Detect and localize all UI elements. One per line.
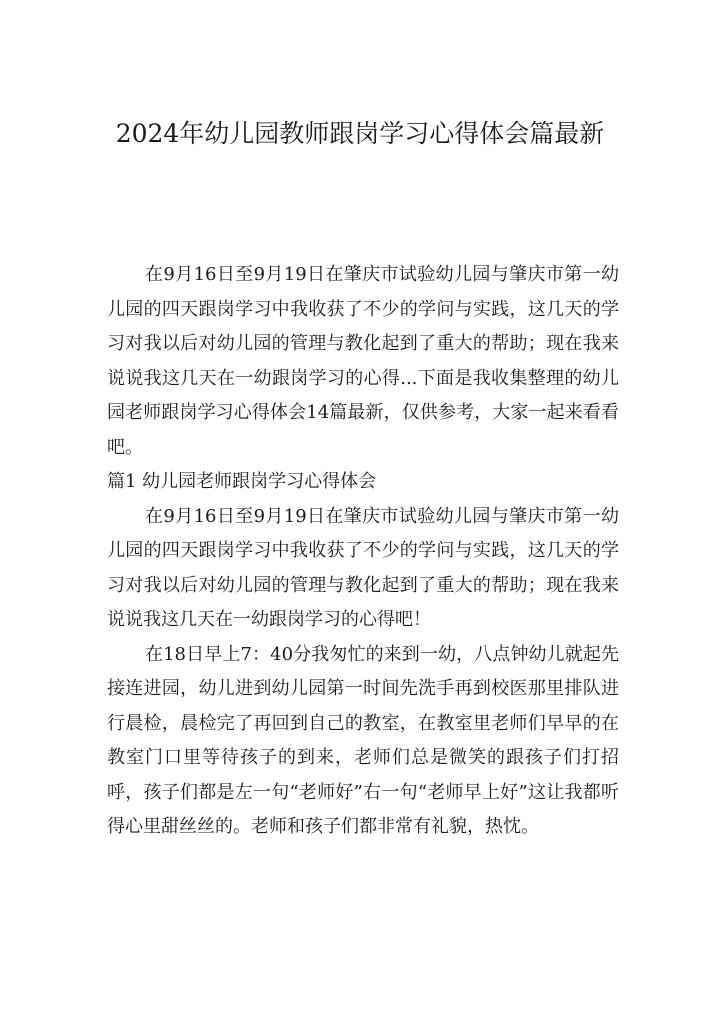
document-title: 2024年幼儿园教师跟岗学习心得体会篇最新 (115, 119, 605, 148)
body-paragraph-1: 在9月16日至9月19日在肇庆市试验幼儿园与肇庆市第一幼儿园的四天跟岗学习中我收获了不少的学问与实践，这几天的学习对我以后对幼儿园的管理与教化起到了重大的帮助；现在我来说说我这几天在一幼跟岗学习的心得吧！ (107, 505, 619, 630)
document-body (107, 258, 619, 845)
section-heading: 篇1 幼儿园老师跟岗学习心得体会 (107, 471, 377, 492)
intro-paragraph: 在9月16日至9月19日在肇庆市试验幼儿园与肇庆市第一幼儿园的四天跟岗学习中我收获了不少的学问与实践，这几天的学习对我以后对幼儿园的管理与教化起到了重大的帮助；现在我来说说我这几天在一幼跟岗学习的心得...下面是我收集整理的幼儿园老师跟岗学习心得体会14篇最新，仅供参考，大家一起来看看吧。 (107, 264, 619, 458)
body-paragraph-2: 在18日早上7：40分我匆忙的来到一幼，八点钟幼儿就起先接连进园，幼儿进到幼儿园第一时间先洗手再到校医那里排队进行晨检，晨检完了再回到自己的教室，在教室里老师们早早的在教室门口里等待孩子的到来，老师们总是微笑的跟孩子们打招呼，孩子们都是左一句“老师好”右一句“老师早上好”这让我都听得心里甜丝丝的。老师和孩子们都非常有礼貌，热忱。 (107, 643, 619, 837)
